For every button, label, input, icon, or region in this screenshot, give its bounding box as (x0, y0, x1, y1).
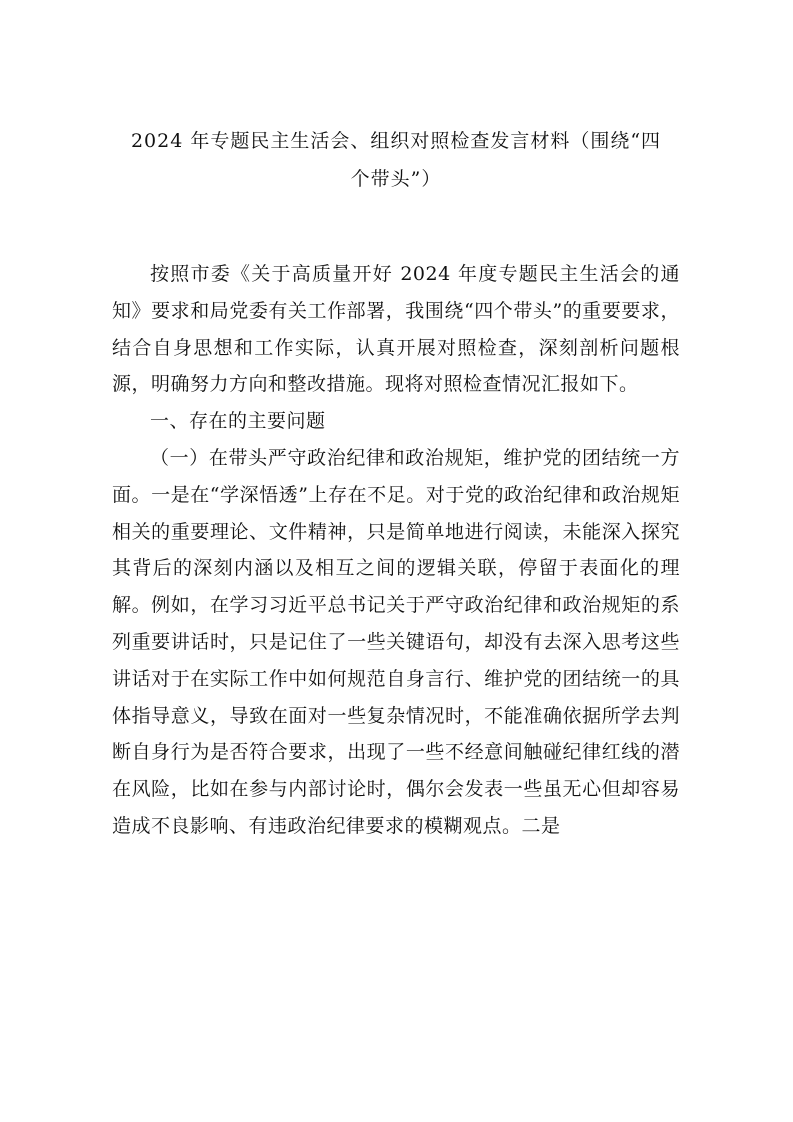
section-paragraph-political-discipline: （一）在带头严守政治纪律和政治规矩，维护党的团结统一方面。一是在“学深悟透”上存在不足。对于党的政治纪律和政治规矩相关的重要理论、文件精神，只是简单地进行阅读，未能深入探究其背后的深刻内涵以及相互之间的逻辑关联，停留于表面化的理解。例如，在学习习近平总书记关于严守政治纪律和政治规矩的系列重要讲话时，只是记住了一些关键语句，却没有去深入思考这些讲话对于在实际工作中如何规范自身言行、维护党的团结统一的具体指导意义，导致在面对一些复杂情况时，不能准确依据所学去判断自身行为是否符合要求，出现了一些不经意间触碰纪律红线的潜在风险，比如在参与内部讨论时，偶尔会发表一些虽无心但却容易造成不良影响、有违政治纪律要求的模糊观点。二是 (112, 446, 680, 837)
section-heading-problems: 一、存在的主要问题 (150, 410, 326, 433)
document-body (112, 256, 680, 845)
intro-paragraph: 按照市委《关于高质量开好 2024 年度专题民主生活会的通知》要求和局党委有关工作部署，我围绕“四个带头”的重要要求，结合自身思想和工作实际，认真开展对照检查，深刻剖析问题根源，明确努力方向和整改措施。现将对照检查情况汇报如下。 (112, 263, 680, 396)
title-line-2: 个带头”） (350, 168, 442, 190)
title-line-1: 2024 年专题民主生活会、组织对照检查发言材料（围绕“四 (130, 130, 662, 152)
document-title (112, 122, 680, 198)
